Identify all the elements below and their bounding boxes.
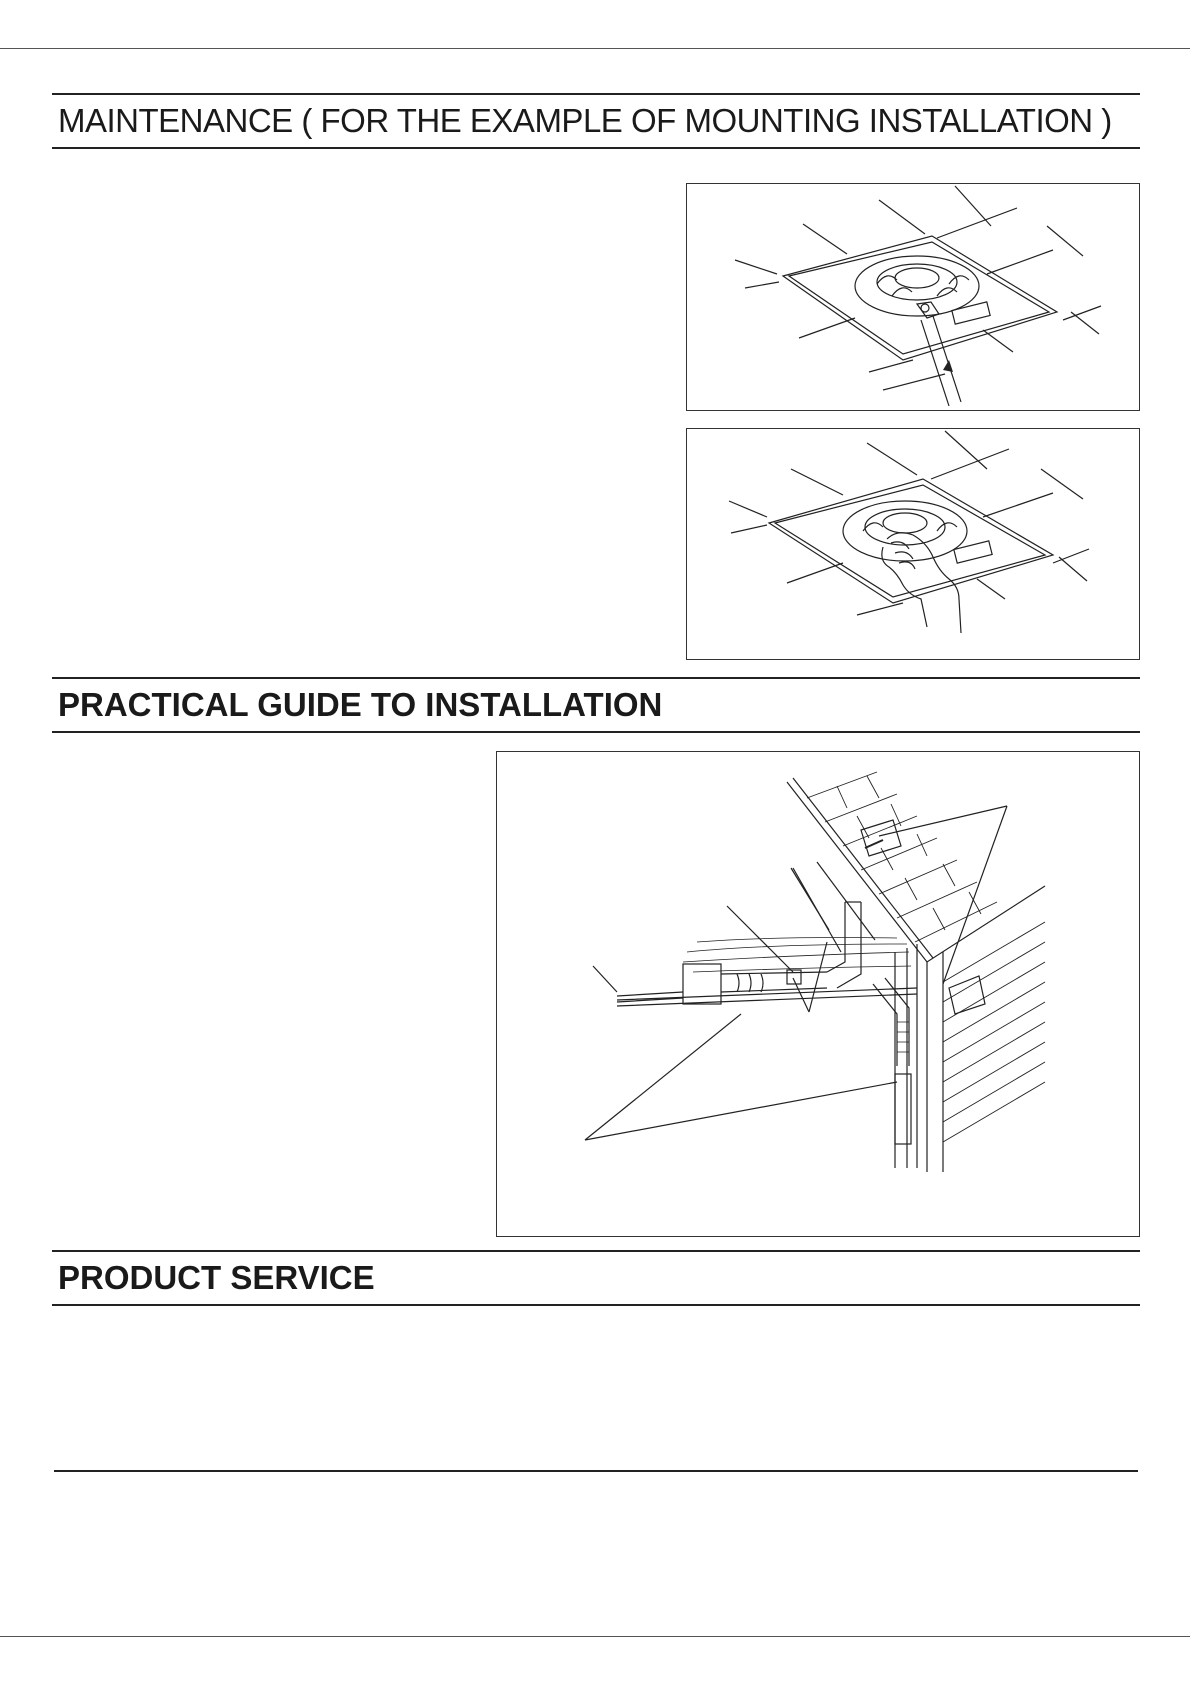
service-bottom-rule xyxy=(54,1470,1138,1472)
ceiling-fan-hand-cleaning-icon xyxy=(687,429,1141,661)
ceiling-fan-screwdriver-icon xyxy=(687,184,1141,412)
house-duct-installation-icon xyxy=(497,752,1141,1238)
bottom-page-rule xyxy=(0,1636,1190,1637)
installation-title: PRACTICAL GUIDE TO INSTALLATION xyxy=(58,686,663,723)
maintenance-header xyxy=(52,93,1140,149)
service-title: PRODUCT SERVICE xyxy=(58,1259,375,1296)
installation-header xyxy=(52,677,1140,733)
maintenance-title: MAINTENANCE ( FOR THE EXAMPLE OF MOUNTING INSTALLATION ) xyxy=(58,102,1112,139)
figure-hand-cleaning xyxy=(686,428,1140,660)
figure-screwdriver-removal xyxy=(686,183,1140,411)
service-header xyxy=(52,1250,1140,1306)
figure-house-duct xyxy=(496,751,1140,1237)
top-page-rule xyxy=(0,48,1190,49)
